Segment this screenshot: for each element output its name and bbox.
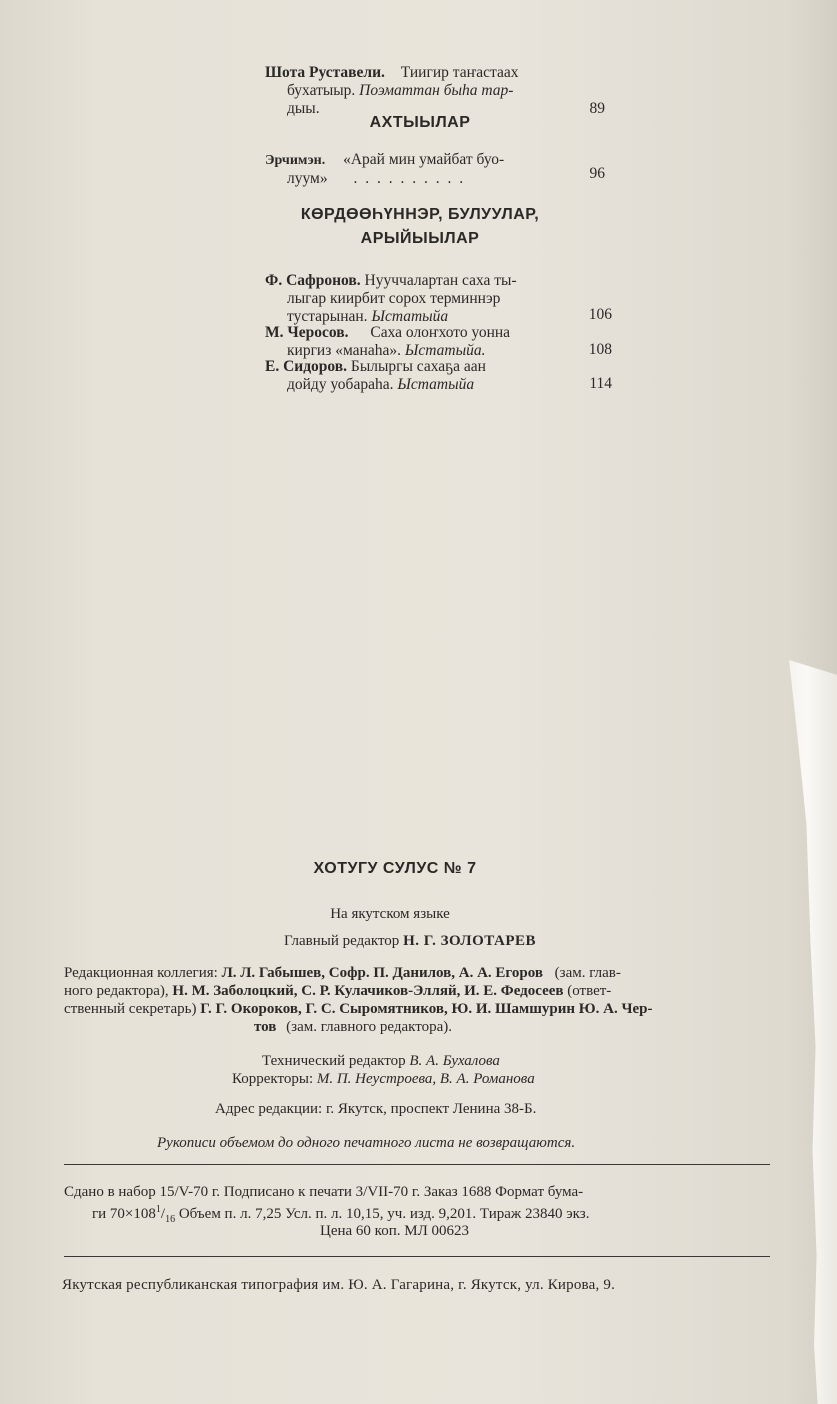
board-names: Г. Г. Окороков, Г. С. Сыромятников, Ю. И. Шамшурин Ю. А. Чер-	[200, 1001, 653, 1017]
board-names: тов	[254, 1019, 277, 1035]
tech-editor-name: В. А. Бухалова	[409, 1053, 500, 1069]
board-role: (зам. глав-	[554, 965, 621, 981]
toc-title: Нууччалартан саха ты-	[364, 272, 517, 289]
chief-editor-label: Главный редактор	[283, 933, 400, 949]
toc-title: дойду уобараһа.	[287, 376, 394, 393]
format-slash: /	[160, 1206, 166, 1222]
toc-author: Ф. Сафронов.	[265, 272, 361, 289]
toc-genre: Ыстатыйа.	[404, 342, 486, 359]
toc-author: Эрчимэн.	[265, 153, 326, 168]
format-sup: 1	[155, 1204, 161, 1215]
toc-entry-erchimen	[265, 151, 575, 188]
board-names: Н. М. Заболоцкий, С. Р. Кулачиков-Элляй, И. Е. Федосеев	[172, 983, 564, 999]
divider-line	[64, 1164, 770, 1165]
board-role: ного редактора),	[64, 983, 169, 999]
imprint-line-3: Цена 60 коп. МЛ 00623	[320, 1223, 469, 1239]
section-heading-ahtylar: АХТЫЫЛАР	[369, 114, 471, 131]
section-heading-kordo-line2: АРЫЙЫЫЛАР	[360, 230, 480, 247]
editorial-board	[64, 964, 776, 1036]
toc-author: Е. Сидоров.	[265, 358, 348, 375]
toc-title: Тиигир таҥастаах	[400, 64, 519, 81]
correctors	[232, 1070, 652, 1088]
imprint-volume: Объем п. л. 7,25 Усл. п. л. 10,15, уч. изд. 9,201. Тираж 23840 экз.	[178, 1206, 590, 1222]
toc-title: бухатыыр.	[287, 82, 356, 99]
editorial-address: Адрес редакции: г. Якутск, проспект Ленина 38-Б.	[215, 1101, 537, 1117]
board-role: (ответ-	[567, 983, 612, 999]
format-sub: 16	[165, 1214, 176, 1225]
toc-title: лыгар киирбит сорох терминнэр	[287, 290, 501, 307]
toc-subtitle: Поэматтан быһа тар-	[359, 82, 514, 99]
board-names: Л. Л. Габышев, Софр. П. Данилов, А. А. Егоров	[221, 965, 543, 981]
toc-title: Былыргы сахаҕа аан	[350, 358, 486, 375]
toc-title: киргиз «манаһа».	[287, 342, 401, 359]
imprint-line-1: Сдано в набор 15/V-70 г. Подписано к печати 3/VII-70 г. Заказ 1688 Формат бума-	[64, 1184, 584, 1200]
tech-editor-label: Технический редактор	[262, 1053, 406, 1069]
toc-genre: Ыстатыйа	[397, 376, 475, 393]
correctors-names: М. П. Неустроева, В. А. Романова	[316, 1071, 535, 1087]
language-note: На якутском языке	[330, 906, 450, 922]
toc-page-number: 96	[589, 165, 605, 182]
toc-entry-sidorov	[265, 358, 575, 394]
board-role: (зам. главного редактора).	[286, 1019, 452, 1035]
toc-author: М. Черосов.	[265, 324, 349, 341]
divider-line	[64, 1256, 770, 1257]
journal-title: ХОТУГУ СУЛУС № 7	[313, 860, 477, 877]
toc-page-number: 114	[589, 375, 612, 392]
chief-editor	[240, 932, 580, 950]
correctors-label: Корректоры:	[232, 1071, 314, 1087]
section-heading-kordo-line1: КӨРДӨӨҺҮННЭР, БУЛУУЛАР,	[300, 206, 540, 223]
format: ги 70×108	[92, 1206, 156, 1222]
toc-page-number: 106	[588, 306, 612, 323]
toc-title: луум»	[287, 170, 328, 187]
toc-title: Саха олоҥхото уонна	[370, 324, 511, 341]
toc-page-number: 108	[588, 341, 612, 358]
toc-entry-safronov	[265, 272, 575, 326]
board-label: Редакционная коллегия:	[64, 965, 218, 981]
toc-title: «Арай мин умайбат буо-	[343, 151, 505, 168]
manuscripts-note: Рукописи объемом до одного печатного листа не возвращаются.	[157, 1135, 576, 1151]
technical-editor	[262, 1052, 602, 1070]
toc-leader-dots: . . . . . . . . . .	[353, 170, 466, 187]
toc-genre: Ыстатыйа	[371, 308, 449, 325]
toc-title: дыы.	[287, 100, 320, 117]
board-role: ственный секретарь)	[64, 1001, 197, 1017]
toc-title: тустарынан.	[287, 308, 368, 325]
toc-page-number: 89	[589, 100, 605, 117]
printer-line: Якутская республиканская типография им. Ю. А. Гагарина, г. Якутск, ул. Кирова, 9.	[62, 1277, 616, 1293]
chief-editor-name: Н. Г. ЗОЛОТАРЕВ	[403, 933, 537, 949]
toc-author: Шота Руставели.	[265, 64, 385, 81]
toc-entry-cherosov	[265, 324, 575, 360]
toc-entry-rustaveli	[265, 64, 575, 118]
